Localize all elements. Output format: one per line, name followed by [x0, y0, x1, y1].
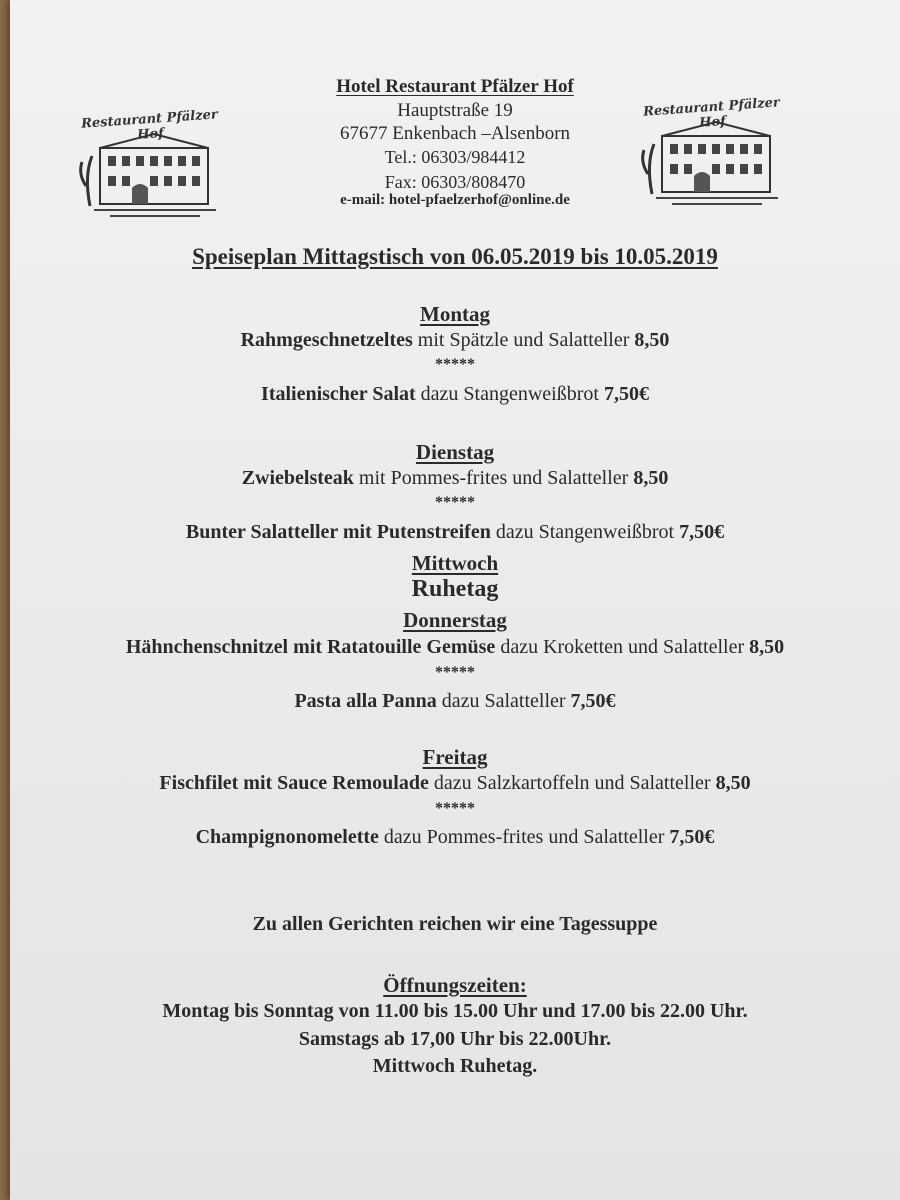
dish-desc: dazu Pommes-frites und Salatteller: [378, 826, 670, 848]
separator: *****: [435, 800, 475, 817]
dish-name: Pasta alla Panna: [294, 690, 437, 712]
dish-montag-2: [10, 383, 900, 406]
street-address: Hauptstraße 19: [397, 100, 513, 121]
separator: *****: [435, 494, 475, 511]
dish-name: Rahmgeschnetzeltes: [240, 329, 413, 351]
day-heading-freitag: Freitag: [422, 745, 488, 769]
dish-price: 8,50: [749, 636, 785, 658]
hours-heading: Öffnungszeiten:: [383, 973, 527, 997]
city-address: 67677 Enkenbach –Alsenborn: [339, 123, 571, 144]
dish-desc: dazu Stangenweißbrot: [490, 521, 680, 543]
phone-number: Tel.: 06303/984412: [384, 147, 526, 167]
dish-name: Zwiebelsteak: [241, 467, 354, 489]
dish-desc: dazu Kroketten und Salatteller: [495, 636, 750, 658]
dish-desc: mit Spätzle und Salatteller: [412, 329, 635, 351]
dish-price: 8,50: [633, 467, 669, 489]
day-heading-montag: Montag: [420, 302, 490, 326]
logo-text: Restaurant Pfälzer Hof: [642, 95, 781, 131]
closed-note-mittwoch: Ruhetag: [411, 576, 499, 602]
day-heading-mittwoch: Mittwoch: [411, 551, 499, 575]
hours-line-3: Mittwoch Ruhetag.: [372, 1055, 538, 1077]
soup-note: Zu allen Gerichten reichen wir eine Tagessuppe: [252, 913, 658, 935]
dish-price: 8,50: [634, 329, 670, 351]
dish-desc: mit Pommes-frites und Salatteller: [353, 467, 634, 489]
day-heading-donnerstag: Donnerstag: [403, 608, 507, 632]
dish-price: 7,50€: [603, 383, 649, 405]
dish-dienstag-2: [10, 521, 900, 544]
menu-sheet: [10, 0, 900, 1200]
dish-donnerstag-2: [10, 690, 900, 713]
dish-price: 7,50€: [570, 690, 616, 712]
dish-name: Italienischer Salat: [261, 383, 416, 405]
day-heading-dienstag: Dienstag: [415, 440, 495, 464]
dish-name: Hähnchenschnitzel mit Ratatouille Gemüse: [125, 636, 496, 658]
dish-price: 7,50€: [679, 521, 725, 543]
dish-freitag-2: [10, 826, 900, 849]
dish-freitag-1: [10, 772, 900, 795]
hours-line-1: Montag bis Sonntag von 11.00 bis 15.00 Uhr und 17.00 bis 22.00 Uhr.: [162, 1000, 748, 1022]
dish-price: 8,50: [715, 772, 751, 794]
menu-title: Speiseplan Mittagstisch von 06.05.2019 bis 10.05.2019: [192, 244, 718, 269]
hotel-name: Hotel Restaurant Pfälzer Hof: [336, 76, 574, 97]
dish-name: Bunter Salatteller mit Putenstreifen: [185, 521, 491, 543]
dish-name: Champignonomelette: [195, 826, 379, 848]
dish-desc: dazu Salatteller: [436, 690, 571, 712]
dish-donnerstag-1: [10, 636, 900, 659]
logo-text: Restaurant Pfälzer Hof: [80, 107, 219, 143]
dish-desc: dazu Stangenweißbrot: [415, 383, 604, 405]
dish-desc: dazu Salzkartoffeln und Salatteller: [428, 772, 716, 794]
dish-price: 7,50€: [669, 826, 715, 848]
fax-number: Fax: 06303/808470: [384, 172, 526, 192]
dish-dienstag-1: [10, 467, 900, 490]
dish-name: Fischfilet mit Sauce Remoulade: [159, 772, 429, 794]
separator: *****: [435, 356, 475, 373]
hours-line-2: Samstags ab 17,00 Uhr bis 22.00Uhr.: [298, 1028, 612, 1050]
separator: *****: [435, 664, 475, 681]
email-address: e-mail: hotel-pfaelzerhof@online.de: [340, 192, 570, 208]
dish-montag-1: [10, 329, 900, 352]
